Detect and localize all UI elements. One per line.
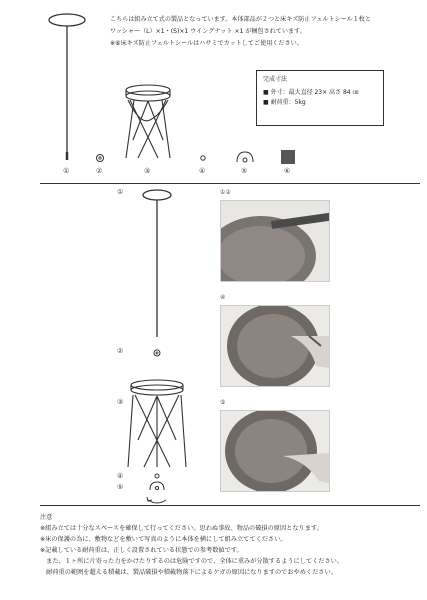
wing-nut-part-icon	[237, 152, 253, 162]
section-divider-top	[40, 183, 420, 184]
part-label-4: ④	[199, 167, 206, 175]
spec-dimensions: ■ 外寸：最大直径 23× 高さ 84 ㎝	[263, 89, 359, 96]
assembly-wing-nut-icon	[150, 482, 164, 490]
photo-step-2	[220, 305, 330, 387]
photo-label-1: ①②	[220, 189, 231, 196]
notes-line-2: ※床の保護の為に、敷物などを敷いて写真のように本体を横にして組み立ててください。	[40, 536, 287, 543]
photo-label-2: ④	[220, 294, 226, 301]
part-label-1: ①	[63, 167, 70, 175]
part-label-2: ②	[96, 167, 103, 175]
part-label-3: ③	[144, 167, 151, 175]
assembly-nut-icon	[155, 474, 159, 478]
photo-step-3-image	[221, 411, 329, 491]
notes-line-1: ※組み立ては十分なスペースを確保して行ってください。思わぬ事故、物品の破損の原因となります。	[40, 525, 323, 532]
spec-title: 完成寸法	[263, 76, 288, 83]
assembly-label-4: ④	[117, 472, 124, 480]
notes-title: 注意	[40, 514, 53, 521]
nut-part-icon	[201, 156, 205, 160]
section-divider-bottom	[40, 505, 420, 506]
felt-part-icon	[281, 150, 295, 164]
intro-line-2: ワッシャー（L）×1・(S)×1 ウイングナット ×1 が梱包されています。	[110, 28, 306, 35]
part-label-5: ⑤	[241, 167, 248, 175]
assembly-label-5: ⑤	[117, 483, 124, 491]
washer-part-icon	[97, 155, 104, 162]
notes-line-4: また、１ヶ所に片寄った力をかけたりするのは危険ですので、全体に重みが分散するようにしてください。	[40, 558, 344, 565]
assembly-label-2: ②	[117, 347, 124, 355]
assembly-stand-icon	[128, 380, 186, 467]
pole-part-icon	[49, 14, 85, 160]
part-label-6: ⑥	[284, 167, 291, 175]
rotate-arrow-icon	[147, 497, 166, 503]
intro-line-1: こちらは組み立て式の製品となっています。本体部品が２つと床キズ防止フェルトシール１枚と	[110, 16, 371, 23]
notes-line-3: ※記載している耐荷重は、正しく設置されている状態での参考数値です。	[40, 547, 243, 554]
parts-illustration	[0, 0, 427, 190]
assembly-label-3: ③	[117, 398, 124, 406]
assembly-label-1: ①	[117, 188, 124, 196]
notes-section	[40, 512, 420, 578]
assembly-washer-icon	[154, 350, 160, 356]
intro-line-3: ※⑥床キズ防止フェルトシールはハサミでカットしてご使用ください。	[110, 40, 303, 47]
photo-step-2-image	[221, 306, 329, 386]
assembly-pole-icon	[143, 190, 171, 337]
spec-load: ■ 耐荷重：5kg	[263, 99, 306, 106]
photo-step-1-image	[221, 201, 329, 281]
photo-step-1	[220, 200, 330, 282]
photo-label-3: ⑤	[220, 399, 226, 406]
stand-part-icon	[126, 85, 170, 158]
photo-step-3	[220, 410, 330, 492]
notes-line-5: 耐荷重の範囲を超える積載は、製品破損や積載物落下によるケガの原因になりますのでおやめください。	[40, 569, 337, 576]
